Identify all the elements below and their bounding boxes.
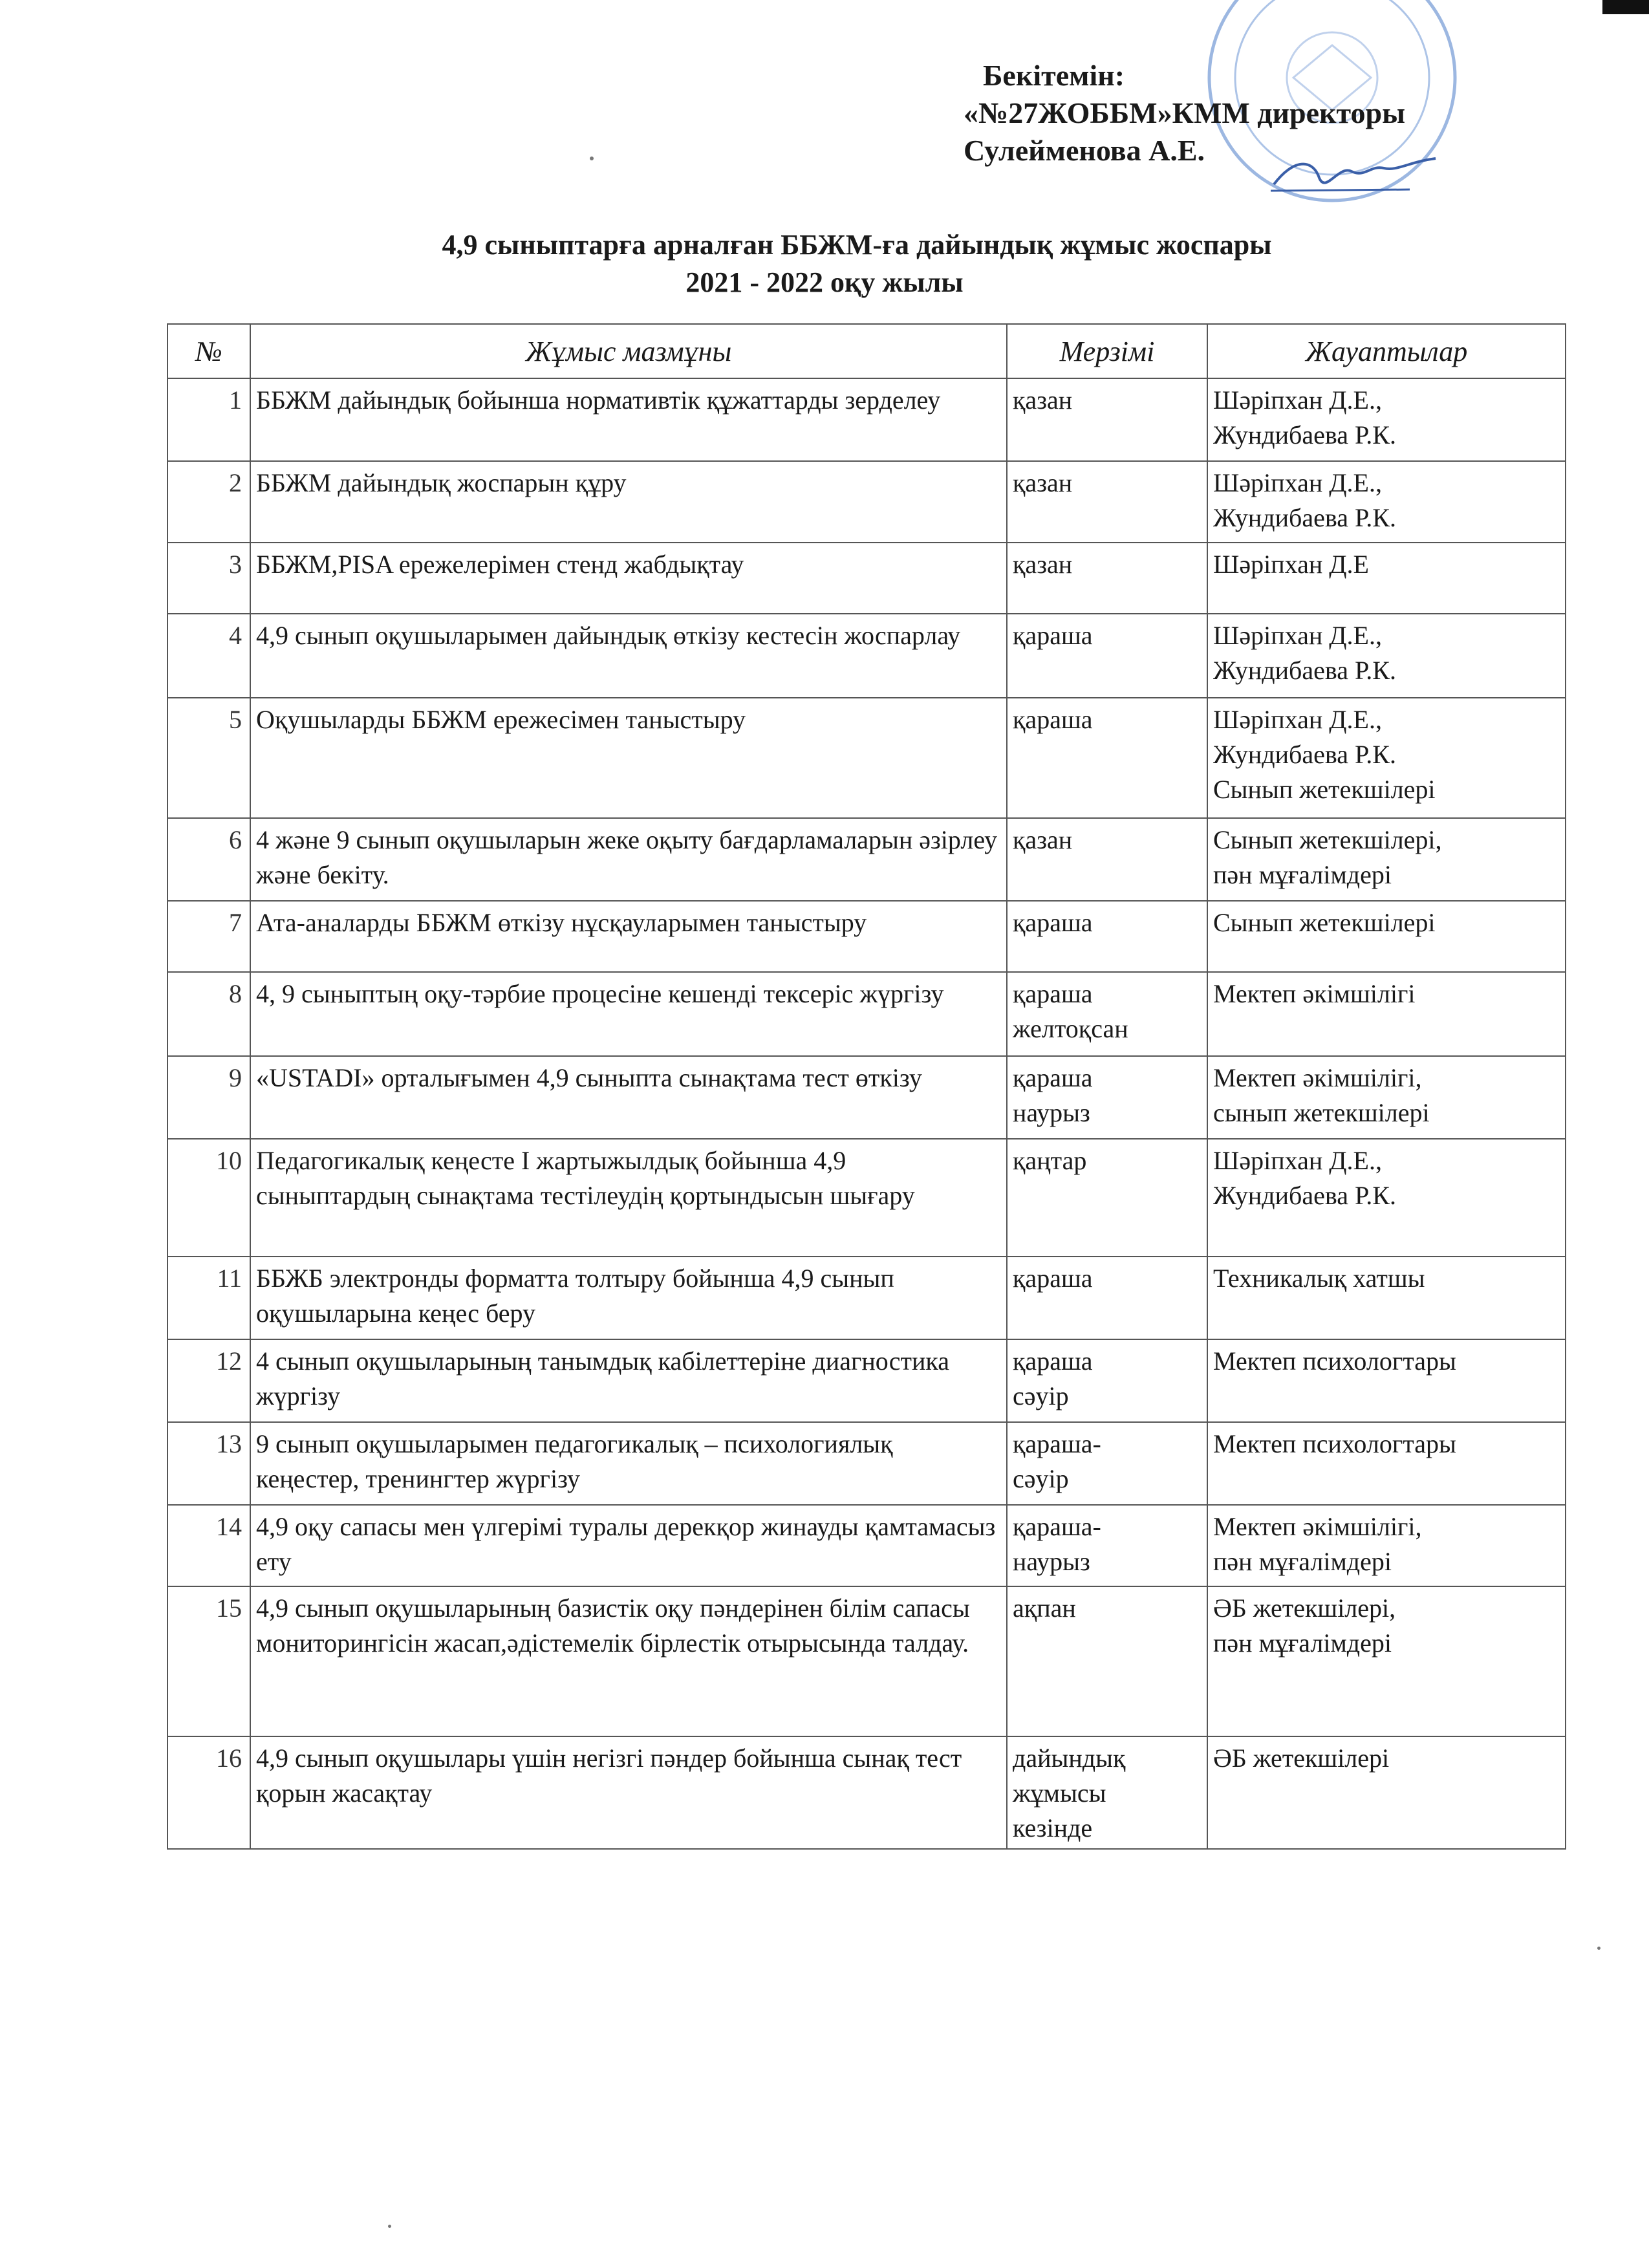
approval-position: «№27ЖОББМ»КММ директоры (964, 96, 1406, 129)
table-row (167, 1056, 1566, 1139)
row-number: 12 (167, 1339, 250, 1422)
row-content: Оқушыларды ББЖМ ережесімен таныстыру (250, 698, 1007, 818)
table-row (167, 1139, 1566, 1257)
scan-corner-mark (1602, 0, 1649, 14)
row-term: қараша- сәуір (1007, 1422, 1207, 1505)
row-responsible: Сынып жетекшілері, пән мұғалімдері (1207, 818, 1566, 901)
row-responsible: Техникалық хатшы (1207, 1257, 1566, 1339)
row-term: дайындық жұмысы кезінде (1007, 1736, 1207, 1849)
row-term: қазан (1007, 818, 1207, 901)
row-responsible: Мектеп психологтары (1207, 1422, 1566, 1505)
table-row (167, 972, 1566, 1056)
row-number: 11 (167, 1257, 250, 1339)
row-responsible: ӘБ жетекшілері (1207, 1736, 1566, 1849)
row-content: Педагогикалық кеңесте I жартыжылдық бойынша 4,9 сыныптардың сынақтама тестілеудің қортындысын шығару (250, 1139, 1007, 1257)
table-row (167, 1505, 1566, 1586)
row-content: 4, 9 сыныптың оқу-тәрбие процесіне кешенді тексеріс жүргізу (250, 972, 1007, 1056)
table-row (167, 543, 1566, 614)
row-term: қараша (1007, 698, 1207, 818)
table-row (167, 614, 1566, 698)
row-term: қараша наурыз (1007, 1056, 1207, 1139)
row-term: қараша (1007, 901, 1207, 972)
row-term: қазан (1007, 543, 1207, 614)
row-content: ББЖБ электронды форматта толтыру бойынша 4,9 сынып оқушыларына кеңес беру (250, 1257, 1007, 1339)
work-plan-table (167, 323, 1566, 1850)
row-number: 13 (167, 1422, 250, 1505)
table-row (167, 461, 1566, 543)
row-number: 2 (167, 461, 250, 543)
row-content: Ата-аналарды ББЖМ өткізу нұсқауларымен таныстыру (250, 901, 1007, 972)
row-responsible: Мектеп әкімшілігі, сынып жетекшілері (1207, 1056, 1566, 1139)
scan-speck (590, 157, 594, 160)
row-number: 6 (167, 818, 250, 901)
table-header-row (167, 324, 1566, 378)
scan-speck (1597, 1947, 1600, 1950)
row-term: қазан (1007, 461, 1207, 543)
row-number: 5 (167, 698, 250, 818)
row-responsible: Шәріпхан Д.Е., Жундибаева Р.К. (1207, 1139, 1566, 1257)
document-title (0, 226, 1649, 301)
row-responsible: Шәріпхан Д.Е., Жундибаева Р.К. Сынып жетекшілері (1207, 698, 1566, 818)
row-term: қаңтар (1007, 1139, 1207, 1257)
row-number: 3 (167, 543, 250, 614)
row-responsible: ӘБ жетекшілері, пән мұғалімдері (1207, 1586, 1566, 1736)
row-term: қараша желтоқсан (1007, 972, 1207, 1056)
row-number: 7 (167, 901, 250, 972)
row-term: ақпан (1007, 1586, 1207, 1736)
scan-speck (388, 2225, 391, 2228)
header-number: № (167, 324, 250, 378)
row-content: 9 сынып оқушыларымен педагогикалық – психологиялық кеңестер, тренингтер жүргізу (250, 1422, 1007, 1505)
row-content: 4,9 оқу сапасы мен үлгерімі туралы дерекқор жинауды қамтамасыз ету (250, 1505, 1007, 1586)
table-row (167, 378, 1566, 461)
row-content: 4,9 сынып оқушыларының базистік оқу пәндерінен білім сапасы мониторингісін жасап,әдістемелік бірлестік отырысында талдау. (250, 1586, 1007, 1736)
table-row (167, 698, 1566, 818)
table-row (167, 1736, 1566, 1849)
row-term: қараша (1007, 614, 1207, 698)
row-number: 4 (167, 614, 250, 698)
director-signature (1267, 146, 1449, 204)
row-content: «USTADI» орталығымен 4,9 сыныпта сынақтама тест өткізу (250, 1056, 1007, 1139)
header-term: Мерзімі (1007, 324, 1207, 378)
title-line-1: 4,9 сыныптарға арналған ББЖМ-ға дайындық жұмыс жоспары (442, 229, 1272, 261)
table-row (167, 1339, 1566, 1422)
approval-name: Сулейменова А.Е. (964, 134, 1205, 167)
row-content: ББЖМ дайындық жоспарын құру (250, 461, 1007, 543)
row-responsible: Сынып жетекшілері (1207, 901, 1566, 972)
row-content: ББЖМ дайындық бойынша нормативтік құжаттарды зерделеу (250, 378, 1007, 461)
row-term: қараша сәуір (1007, 1339, 1207, 1422)
row-responsible: Шәріпхан Д.Е (1207, 543, 1566, 614)
header-responsible: Жауаптылар (1207, 324, 1566, 378)
table-row (167, 818, 1566, 901)
row-content: ББЖМ,PISA ережелерімен стенд жабдықтау (250, 543, 1007, 614)
row-term: қараша (1007, 1257, 1207, 1339)
row-content: 4 және 9 сынып оқушыларын жеке оқыту бағдарламаларын әзірлеу және бекіту. (250, 818, 1007, 901)
row-responsible: Шәріпхан Д.Е., Жундибаева Р.К. (1207, 614, 1566, 698)
row-number: 15 (167, 1586, 250, 1736)
row-responsible: Мектеп әкімшілігі (1207, 972, 1566, 1056)
table-row (167, 1257, 1566, 1339)
row-number: 9 (167, 1056, 250, 1139)
row-responsible: Шәріпхан Д.Е., Жундибаева Р.К. (1207, 461, 1566, 543)
row-number: 16 (167, 1736, 250, 1849)
table-row (167, 1586, 1566, 1736)
table-row (167, 901, 1566, 972)
row-content: 4 сынып оқушыларының танымдық кабілеттеріне диагностика жүргізу (250, 1339, 1007, 1422)
row-term: қазан (1007, 378, 1207, 461)
approval-label: Бекітемін: (983, 59, 1125, 92)
header-content: Жұмыс мазмұны (250, 324, 1007, 378)
row-number: 14 (167, 1505, 250, 1586)
row-term: қараша- наурыз (1007, 1505, 1207, 1586)
row-number: 10 (167, 1139, 250, 1257)
approval-block (964, 57, 1546, 169)
row-number: 8 (167, 972, 250, 1056)
row-responsible: Мектеп психологтары (1207, 1339, 1566, 1422)
table-row (167, 1422, 1566, 1505)
row-content: 4,9 сынып оқушылары үшін негізгі пәндер бойынша сынақ тест қорын жасақтау (250, 1736, 1007, 1849)
row-content: 4,9 сынып оқушыларымен дайындық өткізу кестесін жоспарлау (250, 614, 1007, 698)
row-responsible: Мектеп әкімшілігі, пән мұғалімдері (1207, 1505, 1566, 1586)
row-responsible: Шәріпхан Д.Е., Жундибаева Р.К. (1207, 378, 1566, 461)
row-number: 1 (167, 378, 250, 461)
title-line-2: 2021 - 2022 оқу жылы (685, 266, 964, 298)
